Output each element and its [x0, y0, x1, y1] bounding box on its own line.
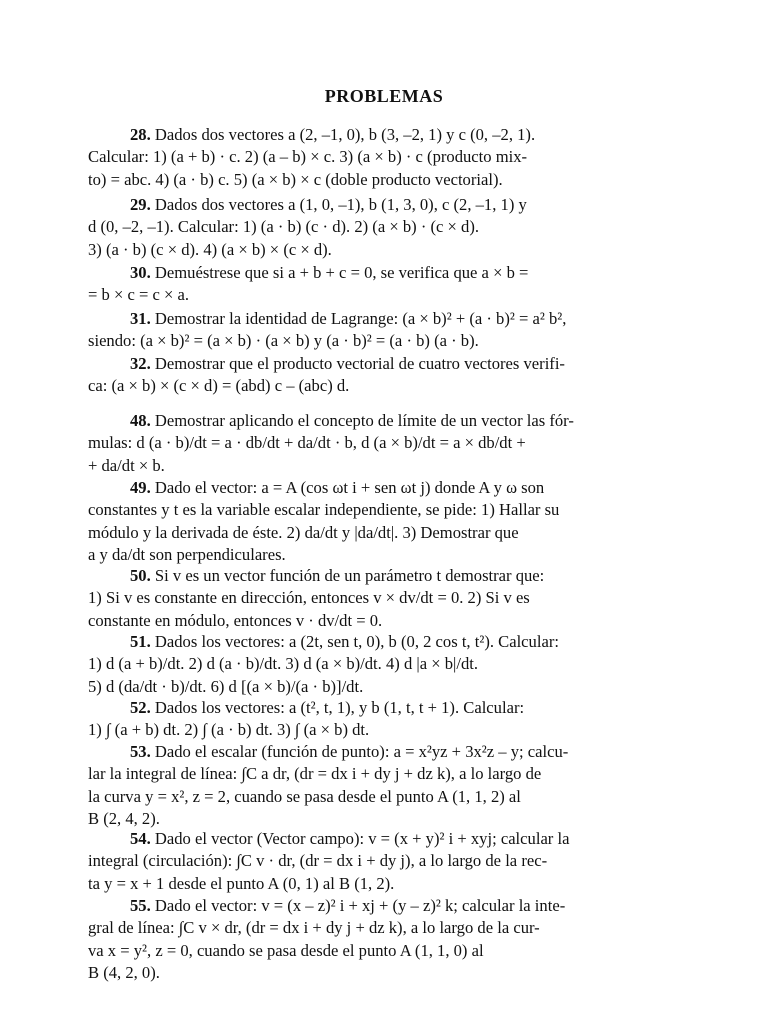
- problem-32: [88, 353, 666, 398]
- problem-50: [88, 565, 666, 632]
- problem-number: 54.: [130, 829, 151, 848]
- problem-number: 50.: [130, 566, 151, 585]
- problem-number: 55.: [130, 896, 151, 915]
- problem-line: la curva y = x², z = 2, cuando se pasa desde el punto A (1, 1, 2) al: [88, 786, 521, 806]
- problem-line: 53. Dado el escalar (función de punto): a = x²yz + 3x²z – y; calcu-: [130, 742, 569, 761]
- problem-line: d (0, –2, –1). Calcular: 1) (a · b) (c · d). 2) (a × b) · (c × d).: [88, 217, 480, 237]
- problem-line: to) = abc. 4) (a · b) c. 5) (a × b) × c (doble producto vectorial).: [88, 169, 503, 189]
- problem-line: 54. Dado el vector (Vector campo): v = (x + y)² i + xyj; calcular la: [130, 829, 570, 848]
- problem-number: 52.: [130, 698, 151, 717]
- problem-number: 31.: [130, 309, 151, 328]
- problem-number: 29.: [130, 195, 151, 214]
- problem-line: 1) d (a + b)/dt. 2) d (a · b)/dt. 3) d (a × b)/dt. 4) d |a × b|/dt.: [88, 654, 479, 674]
- problem-48: [88, 410, 666, 477]
- problem-line: 32. Demostrar que el producto vectorial de cuatro vectores verifi-: [130, 354, 565, 373]
- problem-31: [88, 308, 666, 353]
- problem-number: 28.: [130, 125, 151, 144]
- problem-number: 48.: [130, 411, 151, 430]
- problem-line: a y da/dt son perpendiculares.: [88, 545, 286, 565]
- problem-line: 48. Demostrar aplicando el concepto de límite de un vector las fór-: [130, 411, 574, 430]
- problem-line: 52. Dados los vectores: a (t², t, 1), y b (1, t, t + 1). Calcular:: [130, 698, 525, 717]
- problem-line: 3) (a · b) (c × d). 4) (a × b) × (c × d).: [88, 239, 332, 259]
- problem-number: 30.: [130, 263, 151, 282]
- problem-54: [88, 828, 666, 895]
- problem-line: ca: (a × b) × (c × d) = (abd) c – (abc) d.: [88, 376, 350, 396]
- problem-49: [88, 477, 666, 567]
- problem-line: mulas: d (a · b)/dt = a · db/dt + da/dt · b, d (a × b)/dt = a × db/dt +: [88, 433, 526, 453]
- problem-line: 49. Dado el vector: a = A (cos ωt i + sen ωt j) donde A y ω son: [130, 478, 545, 497]
- problem-line: lar la integral de línea: ∫C a dr, (dr = dx i + dy j + dz k), a lo largo de: [88, 764, 542, 784]
- problem-line: ta y = x + 1 desde el punto A (0, 1) al B (1, 2).: [88, 873, 395, 893]
- problem-53: [88, 741, 666, 831]
- problem-line: integral (circulación): ∫C v · dr, (dr = dx i + dy j), a lo largo de la rec-: [88, 851, 548, 871]
- problem-line: gral de línea: ∫C v × dr, (dr = dx i + dy j + dz k), a lo largo de la cur-: [88, 918, 540, 938]
- problem-line: 51. Dados los vectores: a (2t, sen t, 0), b (0, 2 cos t, t²). Calcular:: [130, 632, 559, 651]
- problem-line: 1) Si v es constante en dirección, entonces v × dv/dt = 0. 2) Si v es: [88, 588, 530, 608]
- problem-number: 49.: [130, 478, 151, 497]
- problem-line: siendo: (a × b)² = (a × b) · (a × b) y (a · b)² = (a · b) (a · b).: [88, 331, 479, 351]
- problem-line: va x = y², z = 0, cuando se pasa desde el punto A (1, 1, 0) al: [88, 940, 484, 960]
- problem-number: 53.: [130, 742, 151, 761]
- problem-line: constante en módulo, entonces v · dv/dt = 0.: [88, 610, 383, 630]
- problem-line: B (2, 4, 2).: [88, 809, 160, 829]
- problem-number: 51.: [130, 632, 151, 651]
- problem-line: 50. Si v es un vector función de un parámetro t demostrar que:: [130, 566, 545, 585]
- problem-line: 29. Dados dos vectores a (1, 0, –1), b (1, 3, 0), c (2, –1, 1) y: [130, 195, 527, 214]
- problem-line: 1) ∫ (a + b) dt. 2) ∫ (a · b) dt. 3) ∫ (a × b) dt.: [88, 720, 370, 740]
- problem-line: = b × c = c × a.: [88, 285, 190, 305]
- problem-52: [88, 697, 666, 742]
- page-title: PROBLEMAS: [324, 86, 444, 106]
- problem-line: módulo y la derivada de éste. 2) da/dt y |da/dt|. 3) Demostrar que: [88, 522, 519, 542]
- problem-line: constantes y t es la variable escalar independiente, se pide: 1) Hallar su: [88, 500, 560, 520]
- problem-number: 32.: [130, 354, 151, 373]
- problem-51: [88, 631, 666, 698]
- problem-line: 30. Demuéstrese que si a + b + c = 0, se verifica que a × b =: [130, 263, 529, 282]
- problem-line: 55. Dado el vector: v = (x – z)² i + xj + (y – z)² k; calcular la inte-: [130, 896, 566, 915]
- problem-28: [88, 124, 666, 191]
- problem-line: 28. Dados dos vectores a (2, –1, 0), b (3, –2, 1) y c (0, –2, 1).: [130, 125, 536, 144]
- problem-29: [88, 194, 666, 261]
- problem-55: [88, 895, 666, 985]
- problem-line: Calcular: 1) (a + b) · c. 2) (a – b) × c. 3) (a × b) · c (producto mix-: [88, 147, 528, 167]
- problem-line: 31. Demostrar la identidad de Lagrange: (a × b)² + (a · b)² = a² b²,: [130, 309, 567, 328]
- problem-line: + da/dt × b.: [88, 455, 165, 475]
- problem-line: B (4, 2, 0).: [88, 963, 160, 983]
- problem-line: 5) d (da/dt · b)/dt. 6) d [(a × b)/(a · b)]/dt.: [88, 676, 364, 696]
- problem-30: [88, 262, 666, 307]
